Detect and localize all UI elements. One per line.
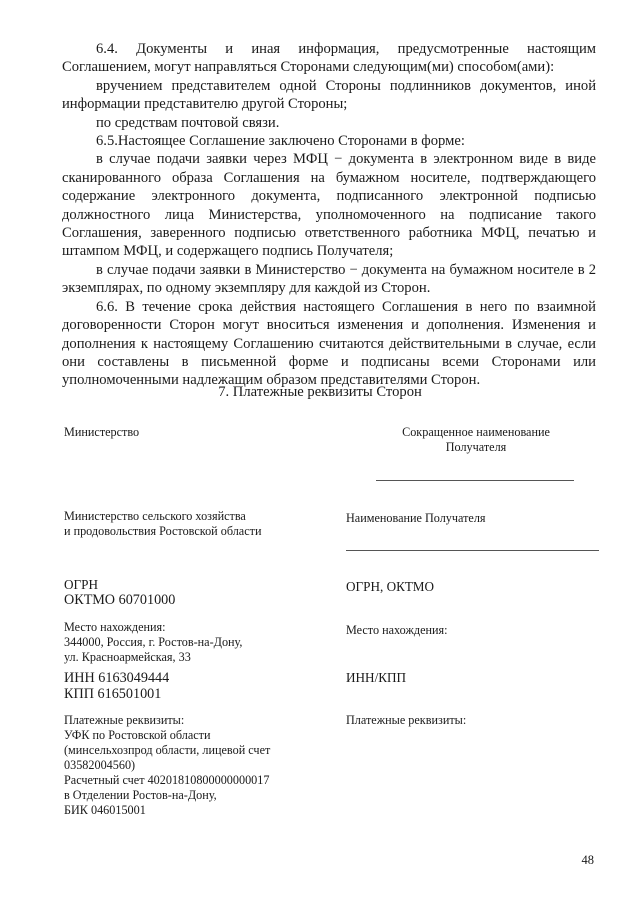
ministry-payment-label: Платежные реквизиты: bbox=[64, 713, 185, 727]
ministry-oktmo: ОКТМО 60701000 bbox=[64, 592, 176, 608]
recipient-inn-kpp: ИНН/КПП bbox=[346, 670, 407, 685]
ministry-payment-line: БИК 046015001 bbox=[64, 803, 146, 817]
paragraph-6-6: 6.6. В течение срока действия настоящего Соглашения в него по взаимной договоренности Сторон могут вноситься изменения и дополнения. Изменения и дополнения к настоящему Соглашению считаются действительными в случае, если они составлены в письменной форме и подписаны всеми Сторонами или уполномоченными надлежащим образом представителями Сторон. bbox=[62, 298, 596, 389]
recipient-location-label: Место нахождения: bbox=[346, 623, 448, 637]
recipient-short-name-line: Получателя bbox=[445, 440, 507, 454]
paragraph-6-5-ministry: в случае подачи заявки в Министерство − документа на бумажном носителе в 2 экземплярах, по одному экземпляру для каждой из Сторон. bbox=[62, 261, 596, 297]
paragraph-6-4: 6.4. Документы и иная информация, предусмотренные настоящим Соглашением, могут направляться Сторонами следующим(ми) способом(ами): bbox=[62, 41, 596, 76]
paragraph-6-4-method-2: по средствам почтовой связи. bbox=[96, 114, 280, 131]
paragraph-6-5: 6.5.Настоящее Соглашение заключено Сторонами в форме: bbox=[96, 133, 465, 150]
ministry-address-line: 344000, Россия, г. Ростов-на-Дону, bbox=[64, 635, 243, 649]
recipient-short-name-line: Сокращенное наименование bbox=[402, 425, 550, 439]
ministry-address-line: ул. Красноармейская, 33 bbox=[64, 650, 191, 664]
ministry-full-name-line: Министерство сельского хозяйства bbox=[64, 509, 246, 523]
ministry-payment-line: 03582004560) bbox=[64, 758, 136, 772]
ministry-full-name-line: и продовольствия Ростовской области bbox=[64, 524, 262, 538]
recipient-short-name bbox=[388, 425, 564, 455]
recipient-ogrn-oktmo: ОГРН, ОКТМО bbox=[346, 579, 435, 594]
recipient-full-name-field[interactable] bbox=[346, 550, 599, 551]
ministry-kpp: КПП 616501001 bbox=[64, 686, 162, 702]
ministry-full-name bbox=[64, 509, 334, 539]
paragraph-6-4-method-1: вручением представителем одной Стороны подлинников документов, иной информации представителю другой Стороны; bbox=[62, 77, 596, 113]
agreement-text bbox=[62, 40, 596, 390]
recipient-full-name: Наименование Получателя bbox=[346, 511, 486, 525]
ministry-payment-line: (минсельхозпрод области, лицевой счет bbox=[64, 743, 271, 757]
ministry-inn: ИНН 6163049444 bbox=[64, 670, 170, 686]
ministry-short-name: Министерство bbox=[64, 425, 140, 439]
paragraph-6-5-mfc: в случае подачи заявки через МФЦ − документа в электронном виде в виде сканированного образа Соглашения на бумажном носителе, подтверждающего содержание электронного документа, подписанного электронной подписью должностного лица Министерства, уполномоченного на подписание такого Соглашения, заверенного подписью ответственного работника МФЦ, печатью и штампом МФЦ, и содержащего подпись Получателя; bbox=[62, 151, 596, 260]
recipient-payment-label: Платежные реквизиты: bbox=[346, 713, 467, 727]
page-number: 48 bbox=[581, 853, 594, 867]
recipient-short-name-field[interactable] bbox=[376, 480, 574, 481]
ministry-location-label: Место нахождения: bbox=[64, 620, 166, 634]
ministry-location bbox=[64, 620, 334, 665]
ministry-ogrn: ОГРН bbox=[64, 577, 99, 592]
ministry-payment-details bbox=[64, 713, 334, 818]
ministry-payment-line: Расчетный счет 40201810800000000017 bbox=[64, 773, 270, 787]
ministry-payment-line: УФК по Ростовской области bbox=[64, 728, 211, 742]
ministry-payment-line: в Отделении Ростов-на-Дону, bbox=[64, 788, 217, 802]
section-title: 7. Платежные реквизиты Сторон bbox=[218, 384, 422, 400]
